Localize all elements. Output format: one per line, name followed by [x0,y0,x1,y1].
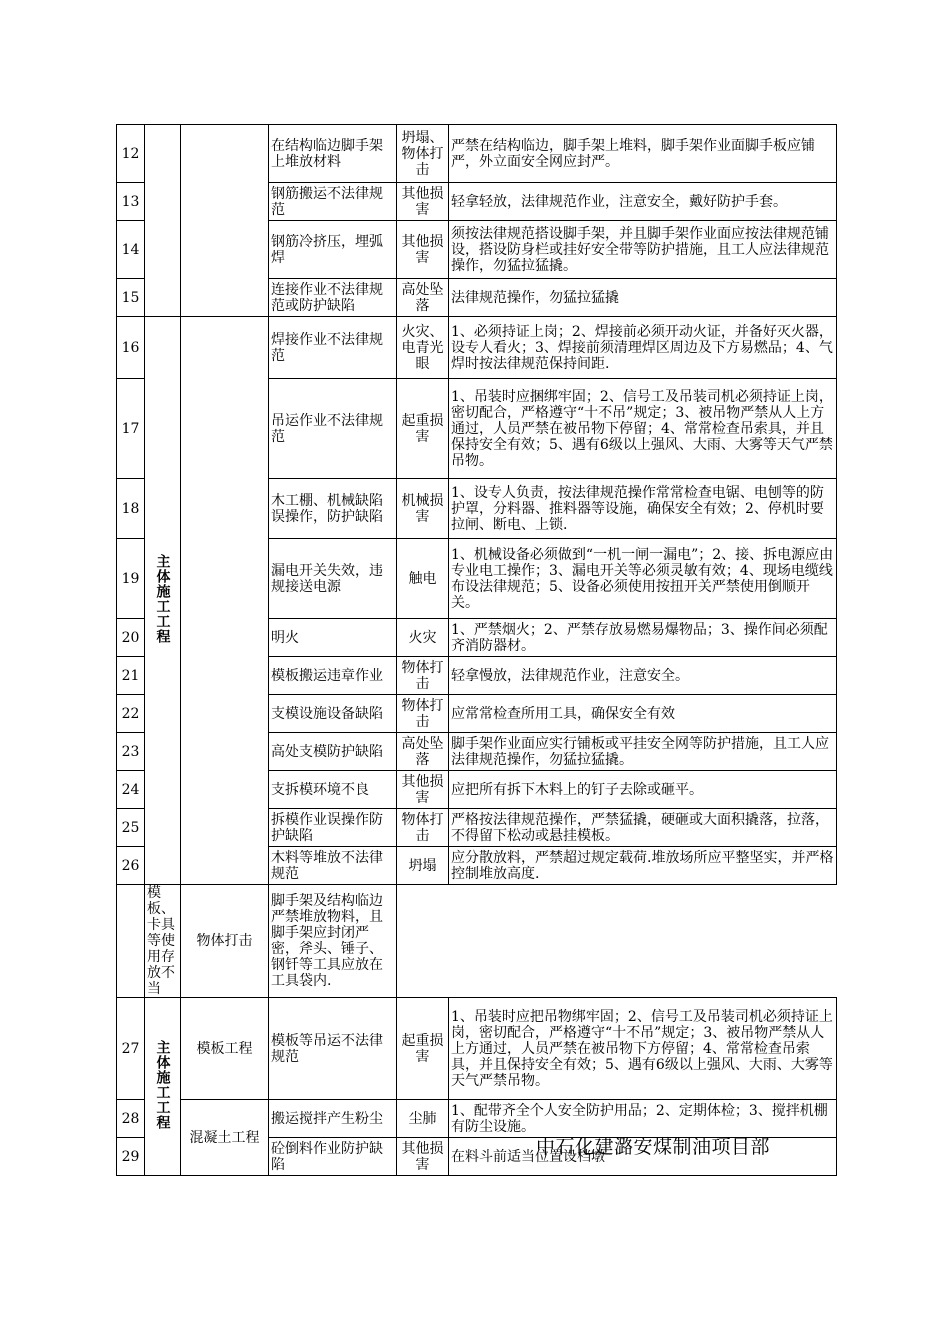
row-number: 17 [117,379,145,479]
work-item: 支拆模环境不良 [269,771,397,809]
row-number [117,885,145,998]
control-measure: 法律规范操作，勿猛拉猛撬 [449,279,837,317]
hazard-type: 物体打击 [397,695,449,733]
control-measure: 脚手架作业面应实行铺板或平挂安全网等防护措施，且工人应法律规范操作，勿猛拉猛撬。 [449,733,837,771]
hazard-type: 机械损害 [397,479,449,539]
work-item: 模板搬运违章作业 [269,657,397,695]
work-item: 模板、卡具等使用存放不当 [145,885,181,998]
work-item: 明火 [269,619,397,657]
control-measure: 1、必须持证上岗；2、焊接前必须开动火证，并备好灭火器，设专人看火；3、焊接前须清理焊区周边及下方易燃品；4、气焊时按法律规范保持间距. [449,317,837,379]
control-measure: 须按法律规范搭设脚手架，并且脚手架作业面应按法律规范铺设，搭设防身栏或挂好安全带等防护措施，且工人应法律规范操作，勿猛拉猛撬。 [449,221,837,279]
control-measure: 1、设专人负责，按法律规范操作常常检查电锯、电刨等的防护罩，分料器、推料器等设施，确保安全有效；2、停机时要拉闸、断电、上锁. [449,479,837,539]
subcategory-formwork: 模板工程 [181,998,269,1100]
hazard-type: 尘肺 [397,1100,449,1138]
control-measure: 1、配带齐全个人安全防护用品；2、定期体检；3、搅拌机棚有防尘设施。 [449,1100,837,1138]
work-item: 在结构临边脚手架上堆放材料 [269,125,397,183]
control-measure: 应分散放料，严禁超过规定载荷.堆放场所应平整坚实，并严格控制堆放高度. [449,847,837,885]
control-measure: 1、吊装时应捆绑牢固；2、信号工及吊装司机必须持证上岗，密切配合，严格遵守“十不吊”规定；3、被吊物严禁从人上方通过，人员严禁在被吊物下停留；4、常常检查吊索具，并且保持安全有效；5、遇有6级以上强风、大雨、大雾等天气严禁吊物。 [449,379,837,479]
work-item: 连接作业不法律规范或防护缺陷 [269,279,397,317]
subcategory-concrete: 混凝土工程 [181,1100,269,1176]
control-measure: 脚手架及结构临边严禁堆放物料，且脚手架应封闭严密，斧头、锤子、钢钎等工具应放在工具袋内. [269,885,397,998]
category-main-construction-b: 主体施工工程 [145,998,181,1176]
hazard-type: 其他损害 [397,221,449,279]
category-main-construction-a: 主体施工工程 [145,317,181,885]
subcategory-cell-empty [181,125,269,317]
hazard-type: 高处坠落 [397,733,449,771]
work-item: 吊运作业不法律规范 [269,379,397,479]
row-number: 26 [117,847,145,885]
table-row [117,125,837,183]
row-number: 20 [117,619,145,657]
hazard-type: 物体打击 [181,885,269,998]
table-row [117,998,837,1100]
subcategory-cell-empty [181,317,269,885]
row-number: 18 [117,479,145,539]
control-measure: 轻拿轻放，法律规范作业，注意安全，戴好防护手套。 [449,183,837,221]
row-number: 13 [117,183,145,221]
work-item: 支模设施设备缺陷 [269,695,397,733]
work-item: 焊接作业不法律规范 [269,317,397,379]
control-measure: 严格按法律规范操作，严禁猛撬，硬砸或大面积撬落，拉落，不得留下松动或悬挂模板。 [449,809,837,847]
control-measure: 在料斗前适当位置设档墩 [449,1138,837,1176]
hazard-type: 触电 [397,539,449,619]
work-item: 木工棚、机械缺陷误操作，防护缺陷 [269,479,397,539]
control-measure: 轻拿慢放，法律规范作业，注意安全。 [449,657,837,695]
organization-footer: 中石化建潞安煤制油项目部 [536,1136,771,1158]
work-item: 搬运搅拌产生粉尘 [269,1100,397,1138]
control-measure: 1、吊装时应把吊物绑牢固；2、信号工及吊装司机必须持证上岗，密切配合，严格遵守“十不吊”规定；3、被吊物严禁从人上方通过，人员严禁在被吊物下方停留；4、常常检查吊索具，并且保持安全有效；5、遇有6级以上强风、大雨、大雾等天气严禁吊物。 [449,998,837,1100]
hazard-type: 火灾、电青光眼 [397,317,449,379]
row-number: 28 [117,1100,145,1138]
work-item: 钢筋冷挤压，埋弧焊 [269,221,397,279]
risk-table [116,124,837,1176]
control-measure: 应把所有拆下木料上的钉子去除或砸平。 [449,771,837,809]
row-number: 25 [117,809,145,847]
hazard-type: 物体打击 [397,809,449,847]
work-item: 钢筋搬运不法律规范 [269,183,397,221]
control-measure: 应常常检查所用工具，确保安全有效 [449,695,837,733]
control-measure: 1、严禁烟火；2、严禁存放易燃易爆物品；3、操作间必须配齐消防器材。 [449,619,837,657]
row-number: 15 [117,279,145,317]
table-row [117,317,837,379]
table-row [117,885,837,998]
hazard-type: 坍塌 [397,847,449,885]
hazard-type: 其他损害 [397,771,449,809]
work-item: 高处支模防护缺陷 [269,733,397,771]
hazard-type: 其他损害 [397,1138,449,1176]
hazard-type: 起重损害 [397,998,449,1100]
row-number: 29 [117,1138,145,1176]
row-number: 27 [117,998,145,1100]
hazard-type: 高处坠落 [397,279,449,317]
work-item: 拆模作业误操作防护缺陷 [269,809,397,847]
hazard-type: 火灾 [397,619,449,657]
hazard-type: 其他损害 [397,183,449,221]
hazard-type: 物体打击 [397,657,449,695]
work-item: 木料等堆放不法律规范 [269,847,397,885]
row-number: 21 [117,657,145,695]
row-number: 12 [117,125,145,183]
hazard-type: 坍塌、物体打击 [397,125,449,183]
category-cell-empty [145,125,181,317]
work-item: 砼倒料作业防护缺陷 [269,1138,397,1176]
row-number: 14 [117,221,145,279]
row-number: 24 [117,771,145,809]
control-measure: 严禁在结构临边，脚手架上堆料，脚手架作业面脚手板应铺严，外立面安全网应封严。 [449,125,837,183]
hazard-type: 起重损害 [397,379,449,479]
work-item: 模板等吊运不法律规范 [269,998,397,1100]
work-item: 漏电开关失效，违规接送电源 [269,539,397,619]
row-number: 19 [117,539,145,619]
control-measure: 1、机械设备必须做到“一机一闸一漏电”；2、接、拆电源应由专业电工操作；3、漏电开关等必须灵敏有效；4、现场电缆线布设法律规范；5、设备必须使用按扭开关严禁使用倒顺开关。 [449,539,837,619]
row-number: 16 [117,317,145,379]
row-number: 23 [117,733,145,771]
row-number: 22 [117,695,145,733]
